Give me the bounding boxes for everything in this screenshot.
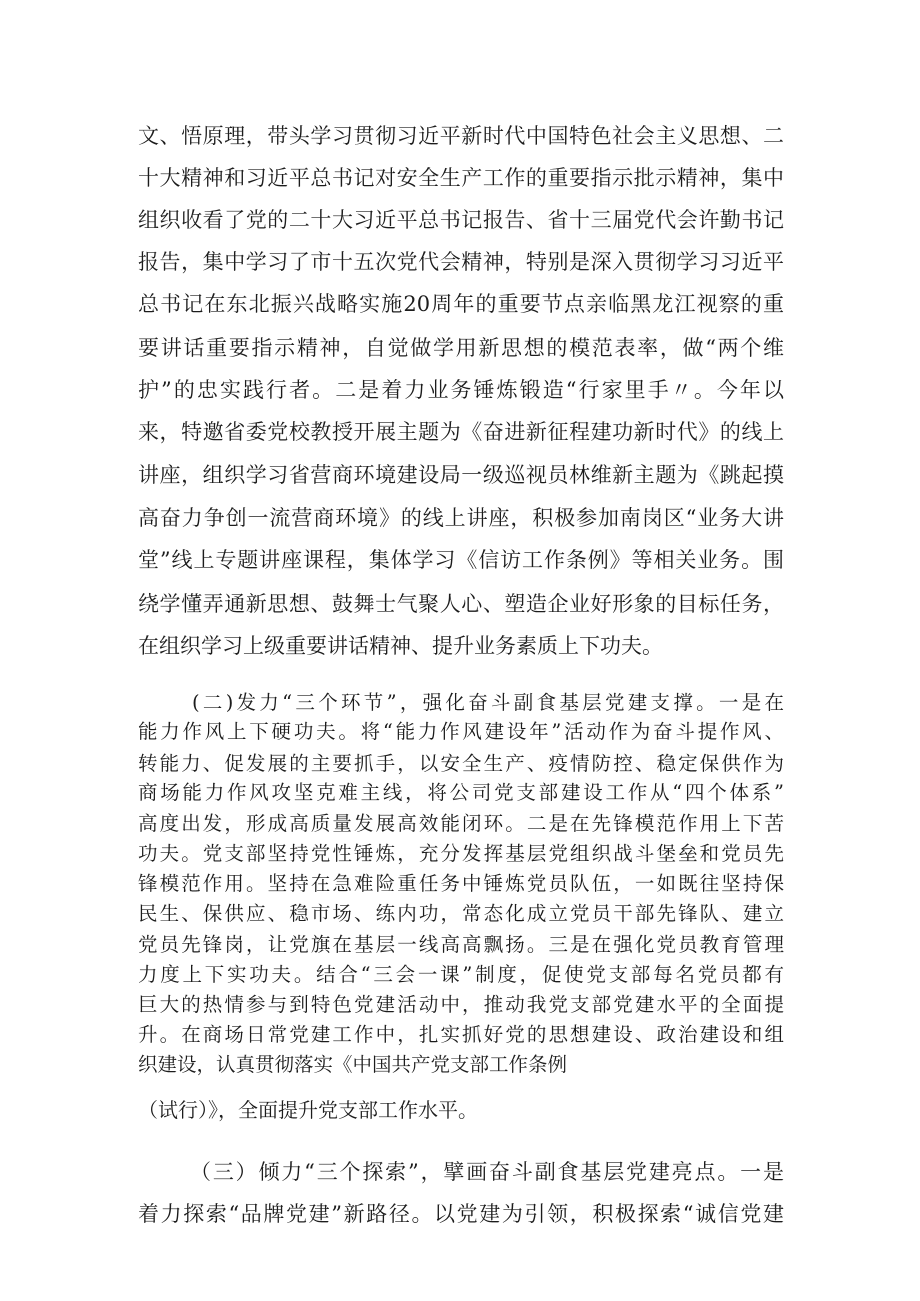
- text-line: 在组织学习上级重要讲话精神、提升业务素质上下功夫。: [138, 634, 663, 658]
- text-line: 高度出发，形成高质量发展高效能闭环。二是在先锋模范作用上下苦: [138, 812, 784, 835]
- text-line: 能力作风上下硬功夫。将“能力作风建设年”活动作为奋斗提作风、: [138, 720, 784, 743]
- text-line: 着力探索“品牌党建”新路径。以党建为引领，积极探索“诚信党建: [138, 1202, 784, 1226]
- text-line: 总书记在东北振兴战略实施20周年的重要节点亲临黑龙江视察的重: [138, 292, 784, 316]
- text-line: （三）倾力“三个探索”，擘画奋斗副食基层党建亮点。一是: [190, 1160, 784, 1184]
- text-line: 讲座，组织学习省营商环境建设局一级巡视员林维新主题为《跳起摸: [138, 463, 784, 487]
- text-line: 护”的忠实践行者。二是着力业务锤炼锻造“行家里手〃。今年以: [138, 378, 784, 402]
- text-line: （试行）》，全面提升党支部工作水平。: [138, 1098, 478, 1122]
- text-line: 锋模范作用。坚持在急难险重任务中锤炼党员队伍，一如既往坚持保: [138, 872, 784, 895]
- text-line: (二)发力“三个环节”，强化奋斗副食基层党建支撑。一是在: [192, 691, 784, 714]
- text-line: 功夫。党支部坚持党性锤炼，充分发挥基层党组织战斗堡垒和党员先: [138, 842, 784, 865]
- text-line: 组织收看了党的二十大习近平总书记报告、省十三届党代会许勤书记: [138, 208, 784, 232]
- text-line: 要讲话重要指示精神，自觉做学用新思想的模范表率，做“两个维: [138, 336, 784, 360]
- text-line: 巨大的热情参与到特色党建活动中，推动我党支部党建水平的全面提: [138, 993, 784, 1016]
- text-line: 织建设，认真贯彻落实《中国共产党支部工作条例: [138, 1053, 568, 1076]
- text-line: 绕学懂弄通新思想、鼓舞士气聚人心、塑造企业好形象的目标任务，: [138, 592, 784, 616]
- text-line: 来，特邀省委党校教授开展主题为《奋进新征程建功新时代》的线上: [138, 420, 784, 444]
- text-line: 商场能力作风攻坚克难主线，将公司党支部建设工作从“四个体系”: [138, 781, 784, 804]
- text-line: 转能力、促发展的主要抓手，以安全生产、疫情防控、稳定保供作为: [138, 752, 784, 775]
- text-line: 堂”线上专题讲座课程，集体学习《信访工作条例》等相关业务。围: [138, 548, 784, 572]
- text-line: 文、悟原理，带头学习贯彻习近平新时代中国特色社会主义思想、二: [138, 124, 784, 148]
- text-line: 十大精神和习近平总书记对安全生产工作的重要指示批示精神，集中: [138, 166, 784, 190]
- text-line: 力度上下实功夫。结合“三会一课”制度，促使党支部每名党员都有: [138, 963, 784, 986]
- text-line: 报告，集中学习了市十五次党代会精神，特别是深入贯彻学习习近平: [138, 250, 784, 274]
- text-line: 党员先锋岗，让党旗在基层一线高高飘扬。三是在强化党员教育管理: [138, 933, 784, 956]
- text-line: 高奋力争创一流营商环境》的线上讲座，积极参加南岗区“业务大讲: [138, 506, 784, 530]
- text-line: 民生、保供应、稳市场、练内功，常态化成立党员干部先锋队、建立: [138, 902, 784, 925]
- text-line: 升。在商场日常党建工作中，扎实抓好党的思想建设、政治建设和组: [138, 1023, 784, 1046]
